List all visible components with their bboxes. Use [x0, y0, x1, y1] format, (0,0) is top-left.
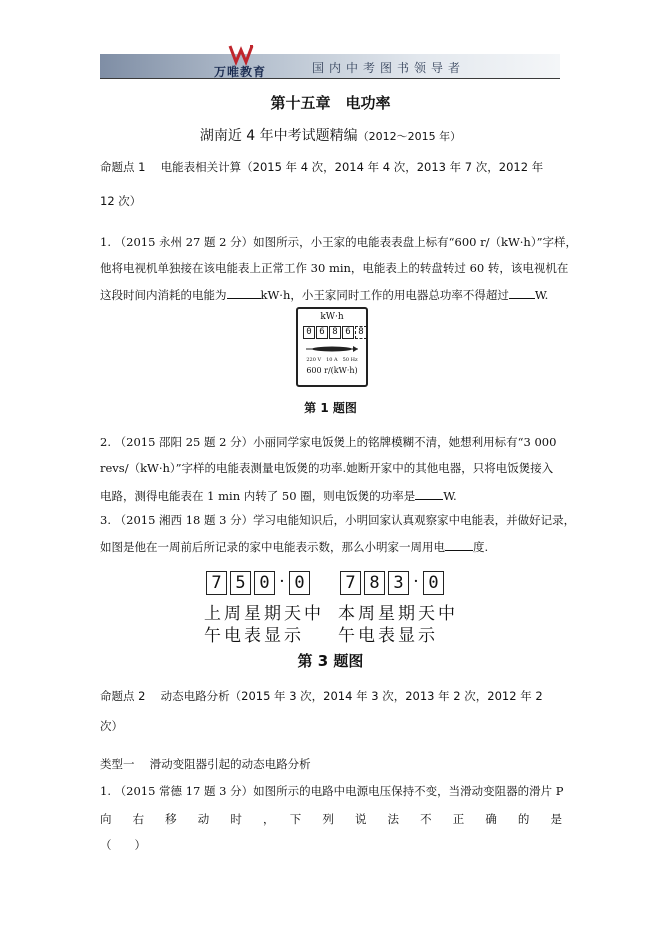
- meter-decimal-point: ·: [413, 572, 419, 592]
- q1-line1: 1. （2015 永州 27 题 2 分）如图所示，小王家的电能表表盘上标有“600 r/（kW·h）”字样，: [100, 235, 577, 249]
- figure3-left-caption-2: 午电表显示: [204, 626, 304, 646]
- figure1-meter: [296, 307, 368, 387]
- meter-digit: 6: [316, 326, 328, 339]
- meter-digit-decimal: 8: [355, 326, 367, 339]
- meter-unit-label: kW·h: [320, 312, 344, 322]
- subtitle-main: 湖南近 4 年中考试题精编: [199, 128, 358, 144]
- q4-line2: 向 右 移 动 时 ， 下 列 说 法 不 正 确 的 是: [100, 812, 562, 826]
- figure1-caption: 第 1 题图: [304, 401, 357, 415]
- meter-digit: 3: [388, 571, 409, 595]
- q3-blank[interactable]: [445, 538, 473, 551]
- figure3-caption: 第 3 题图: [297, 652, 364, 670]
- q3-line2-text-a: 如图是他在一周前后所记录的家中电能表示数，那么小明家一周用电: [100, 540, 445, 554]
- meter-rev-constant: 600 r/(kW·h): [306, 366, 358, 375]
- q4-line1: 1. （2015 常德 17 题 3 分）如图所示的电路中电源电压保持不变，当滑动变阻器的滑片 P: [100, 784, 564, 798]
- section2-heading: 命题点 2 动态电路分析（2015 年 3 次，2014 年 3 次，2013 年 2 次，2012 年 2: [100, 689, 543, 703]
- q1-blank-1[interactable]: [227, 286, 261, 299]
- chapter-title: 第十五章 电功率: [270, 94, 391, 112]
- meter-digit: 0: [303, 326, 315, 339]
- figure3-left-meter: [206, 571, 310, 595]
- q2-line1: 2. （2015 邵阳 25 题 2 分）小丽同学家电饭煲上的铭牌模糊不清，她想利用标有“3 000: [100, 435, 557, 449]
- section1-heading: 命题点 1 电能表相关计算（2015 年 4 次，2014 年 4 次，2013 年 7 次，2012 年: [100, 160, 544, 174]
- q3-line1: 3. （2015 湘西 18 题 3 分）学习电能知识后，小明回家认真观察家中电能表，并做好记录，: [100, 513, 576, 527]
- q3-line2-text-b: 度.: [473, 540, 489, 554]
- meter-digit: 7: [206, 571, 227, 595]
- meter-digit: 7: [340, 571, 361, 595]
- q2-blank[interactable]: [415, 487, 443, 500]
- header-divider: [100, 78, 560, 79]
- figure3-left-caption-1: 上周星期天中: [204, 604, 324, 624]
- meter-digit-decimal: 0: [423, 571, 444, 595]
- meter-digit: 8: [364, 571, 385, 595]
- figure3-right-caption-2: 午电表显示: [338, 626, 438, 646]
- figure3-right-caption-1: 本周星期天中: [338, 604, 458, 624]
- figure3-right-meter: [340, 571, 444, 595]
- meter-digit: 5: [230, 571, 251, 595]
- q4-answer-bracket[interactable]: （ ）: [100, 838, 146, 852]
- q1-line3-text-b: kW·h，小王家同时工作的用电器总功率不得超过: [260, 288, 509, 302]
- subtitle-years: （2012～2015 年）: [357, 130, 462, 143]
- header-slogan: 国内中考图书领导者: [312, 61, 466, 75]
- logo-text: 万唯教育: [214, 65, 267, 79]
- q1-line2: 他将电视机单独接在该电能表上正常工作 30 min，电能表上的转盘转过 60 转，该电视机在: [100, 261, 569, 275]
- q1-line3-text-c: W.: [534, 288, 549, 302]
- q2-line3-text-a: 电路，测得电能表在 1 min 内转了 50 圈，则电饭煲的功率是: [100, 489, 416, 503]
- q2-line3: [100, 487, 457, 504]
- meter-disc-icon: [304, 345, 360, 353]
- meter-digit: 8: [329, 326, 341, 339]
- meter-digits: [303, 326, 368, 339]
- q2-line3-text-b: W.: [443, 489, 457, 503]
- q1-line3: [100, 286, 548, 303]
- q3-line2: [100, 538, 488, 555]
- meter-rating: 220 V 10 A 50 Hz: [306, 357, 358, 363]
- subtitle: [0, 125, 661, 145]
- q1-line3-text-a: 这段时间内消耗的电能为: [100, 288, 227, 302]
- meter-digit-decimal: 0: [289, 571, 310, 595]
- section2-heading-cont: 次）: [100, 719, 123, 733]
- meter-digit: 0: [254, 571, 275, 595]
- meter-digit: 6: [342, 326, 354, 339]
- q1-blank-2[interactable]: [509, 286, 535, 299]
- q2-line2: revs/（kW·h）”字样的电能表测量电饭煲的功率.她断开家中的其他电器，只将电饭煲接入: [100, 461, 554, 475]
- type1-heading: 类型一 滑动变阻器引起的动态电路分析: [100, 757, 311, 771]
- meter-decimal-point: ·: [279, 572, 285, 592]
- section1-heading-cont: 12 次）: [100, 194, 142, 208]
